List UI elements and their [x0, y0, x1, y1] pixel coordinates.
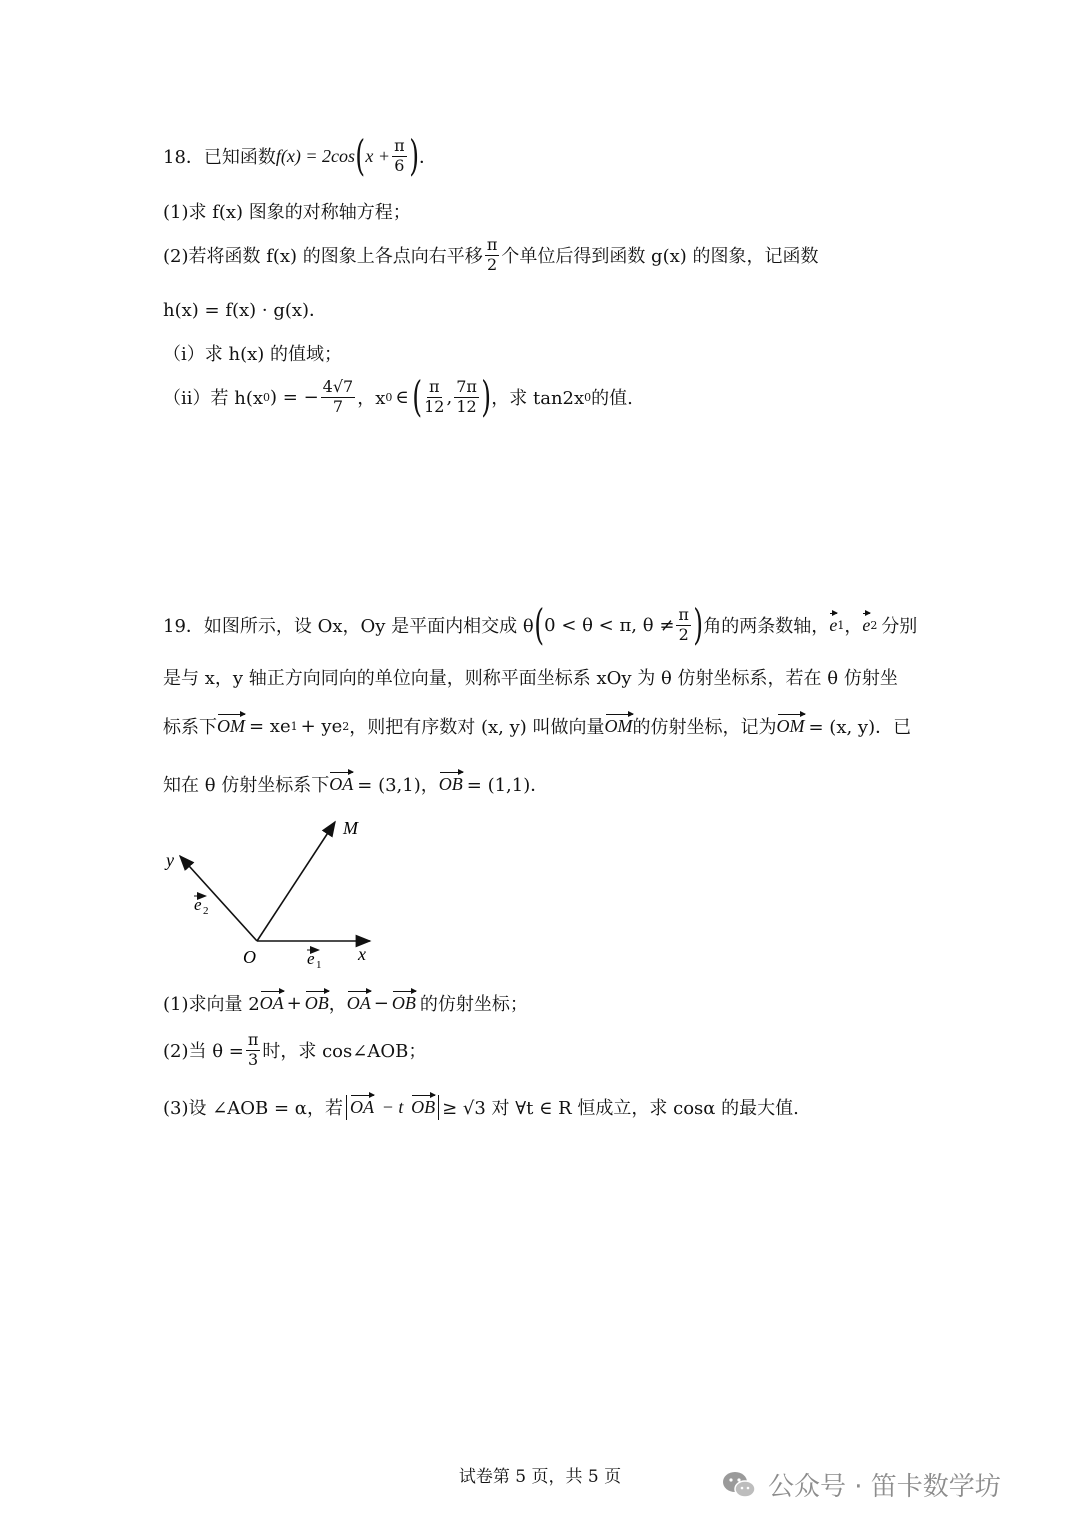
- vector-OB: OB: [438, 773, 463, 794]
- vector-OA: OA: [346, 992, 371, 1013]
- 7pi-over-12: $\frac{7\pi}{12}$: [456, 376, 477, 416]
- label-e2: e: [194, 895, 202, 914]
- vector-OB: OB: [304, 992, 329, 1013]
- q19-line3: 标系下 OM = xe 1 + ye 2 ，则把有序数对 (x, y) 叫做向量 OM 的仿射坐标，记为 OM = (x, y)．已: [163, 715, 912, 738]
- label-M: M: [343, 818, 358, 838]
- label-x: x: [358, 944, 366, 964]
- vector-OB: OB: [411, 1096, 436, 1117]
- q18-stem: 18．已知函数 f(x) = 2cos ( x + $\frac{\pi}{6}$ ) ．: [163, 131, 437, 180]
- q19-part3: (3)设 ∠AOB = α，若 OA − t OB ≥ √3 对 ∀t ∈ R 恒成立，求 cosα 的最大值.: [163, 1096, 799, 1119]
- q18-sub-ii: （ii）若 h(x 0 ) = − $\frac{4√7}{7}$ ，x 0 ∈ ( $\frac{\pi}{12}$ , $\frac{7\pi}{12}$ ) ，求 tan2x 0 的值.: [163, 372, 633, 421]
- q19-line2: 是与 x，y 轴正方向同向的单位向量，则称平面坐标系 xOy 为 θ 仿射坐标系，若在 θ 仿射坐: [163, 668, 898, 689]
- page-footer: 试卷第 5 页，共 5 页: [458, 1467, 622, 1487]
- label-y: y: [166, 850, 174, 870]
- pi-over-12: $\frac{\pi}{12}$: [424, 376, 445, 416]
- abs-value: OA − t OB: [346, 1095, 439, 1120]
- pi-over-2: $\frac{\pi}{2}$: [486, 235, 498, 274]
- q18-part2: (2)若将函数 f(x) 的图象上各点向右平移 $\frac{\pi}{2}$ 个单位后得到函数 g(x) 的图象，记函数: [163, 235, 819, 274]
- vector-OM-arrow: [257, 822, 335, 941]
- q19-part1: (1)求向量 2 OA + OB ， OA − OB 的仿射坐标；: [163, 992, 528, 1015]
- vector-OM: OM: [217, 715, 245, 736]
- watermark: [722, 1466, 1001, 1503]
- vector-OM: OM: [604, 715, 633, 736]
- wechat-icon: [722, 1471, 756, 1499]
- label-e1-sub: 1: [316, 959, 322, 971]
- label-O: O: [243, 947, 256, 967]
- q18-h-def: h(x) = f(x) · g(x)．: [163, 300, 328, 321]
- vector-OM: OM: [776, 715, 805, 736]
- vector-OA: OA: [259, 992, 284, 1013]
- four-root7-over-7: $\frac{4√7}{7}$: [322, 376, 354, 416]
- q18-sub-i: （i）求 h(x) 的值域；: [163, 344, 342, 365]
- vector-OB: OB: [391, 992, 416, 1013]
- label-e1: e: [307, 949, 315, 968]
- pi-over-2: $\frac{\pi}{2}$: [678, 604, 689, 644]
- y-axis: [180, 856, 257, 941]
- q19-part2: (2)当 θ = $\frac{\pi}{3}$ 时，求 cos∠AOB；: [163, 1030, 427, 1069]
- label-e2-sub: 2: [203, 905, 209, 917]
- vector-e1: e: [829, 614, 838, 635]
- q18-part1: (1)求 f(x) 图象的对称轴方程；: [163, 202, 411, 223]
- vector-OA: OA: [349, 1096, 374, 1117]
- vector-OA: OA: [329, 773, 354, 794]
- q19-line4: 知在 θ 仿射坐标系下 OA = (3,1)， OB = (1,1)．: [163, 773, 549, 796]
- q19-line1: 19．如图所示，设 Ox，Oy 是平面内相交成 θ ( 0 < θ < π, θ ≠ $\frac{\pi}{2}$ ) 角的两条数轴， e 1 ， e 2 分别: [163, 600, 918, 649]
- watermark-text: 公众号 · 笛卡数学坊: [768, 1472, 1001, 1502]
- vector-e2: e: [862, 614, 871, 635]
- pi-over-3: $\frac{\pi}{3}$: [247, 1030, 259, 1069]
- pi-over-6: $\frac{\pi}{6}$: [394, 135, 405, 175]
- affine-coordinate-diagram: [160, 812, 390, 972]
